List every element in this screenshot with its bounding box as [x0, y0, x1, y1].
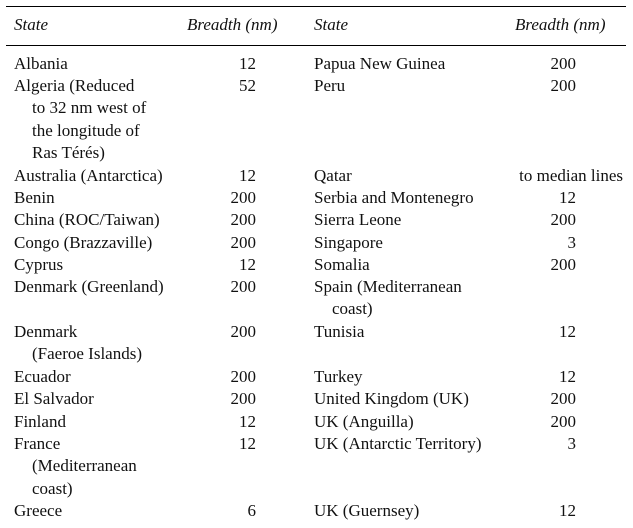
header-state-left: State [14, 15, 48, 34]
breadth-cell: 12 [239, 166, 256, 185]
state-cell: Finland [14, 412, 66, 431]
breadth-cell: 12 [559, 322, 576, 341]
state-cell: Qatar [314, 166, 352, 185]
breadth-cell: 200 [550, 76, 576, 95]
breadth-cell: 200 [230, 322, 256, 341]
state-cell: Turkey [314, 367, 363, 386]
state-cell: the longitude of [32, 120, 140, 140]
state-cell: (Mediterranean [32, 456, 137, 476]
breadth-cell: 6 [247, 501, 256, 520]
breadth-cell: 12 [239, 434, 256, 453]
state-cell: Tunisia [314, 322, 365, 341]
breadth-cell: 200 [550, 54, 576, 73]
breadth-cell: 12 [239, 54, 256, 73]
breadth-cell: 52 [239, 76, 256, 95]
state-cell: UK (Antarctic Territory) [314, 434, 482, 453]
breadth-cell: 200 [230, 277, 256, 296]
state-cell: (Faeroe Islands) [32, 344, 142, 364]
state-cell: El Salvador [14, 389, 94, 408]
state-cell: Papua New Guinea [314, 54, 446, 73]
state-cell: coast) [332, 299, 373, 319]
breadth-cell: 200 [550, 255, 576, 274]
header-breadth-right: Breadth (nm) [515, 15, 606, 34]
state-cell: Ras Térés) [32, 143, 105, 163]
state-cell: Somalia [314, 255, 370, 274]
header-state-right: State [314, 15, 348, 34]
state-cell: United Kingdom (UK) [314, 389, 469, 408]
breadth-cell: 3 [567, 233, 576, 252]
state-cell: to 32 nm west of [32, 98, 147, 118]
breadth-cell: 200 [230, 233, 256, 252]
breadth-cell: 12 [239, 255, 256, 274]
state-cell: China (ROC/Taiwan) [14, 210, 160, 229]
breadth-cell: 200 [230, 188, 256, 207]
state-cell: Benin [14, 188, 55, 207]
state-cell: Sierra Leone [314, 210, 402, 229]
breadth-cell: 200 [230, 367, 256, 386]
state-cell: Australia (Antarctica) [14, 166, 163, 185]
breadth-cell: 12 [239, 412, 256, 431]
state-cell: Spain (Mediterranean [314, 277, 462, 296]
breadth-cell: 12 [559, 188, 576, 207]
breadth-cell: 200 [550, 210, 576, 229]
breadth-cell: 200 [230, 210, 256, 229]
state-cell: Albania [14, 54, 68, 73]
header-rule [6, 45, 626, 46]
state-cell: Cyprus [14, 255, 64, 274]
state-cell: Congo (Brazzaville) [14, 233, 153, 252]
state-cell: Greece [14, 501, 63, 520]
breadth-cell: 200 [230, 389, 256, 408]
breadth-cell: 3 [567, 434, 576, 453]
state-cell: Singapore [314, 233, 383, 252]
state-cell: Peru [314, 76, 346, 95]
state-cell: France [14, 434, 61, 453]
breadth-cell: 200 [550, 412, 576, 431]
breadth-cell: to median lines [519, 166, 623, 185]
state-cell: UK (Guernsey) [314, 501, 420, 520]
header-breadth-left: Breadth (nm) [187, 15, 278, 34]
breadth-cell: 12 [559, 501, 576, 520]
state-cell: coast) [32, 478, 73, 498]
state-cell: Serbia and Montenegro [314, 188, 474, 207]
top-rule [6, 6, 626, 7]
state-cell: Algeria (Reduced [14, 76, 135, 95]
state-cell: Denmark [14, 322, 78, 341]
state-cell: UK (Anguilla) [314, 412, 414, 431]
breadth-cell: 200 [550, 389, 576, 408]
state-cell: Denmark (Greenland) [14, 277, 164, 296]
state-cell: Ecuador [14, 367, 71, 386]
breadth-cell: 12 [559, 367, 576, 386]
